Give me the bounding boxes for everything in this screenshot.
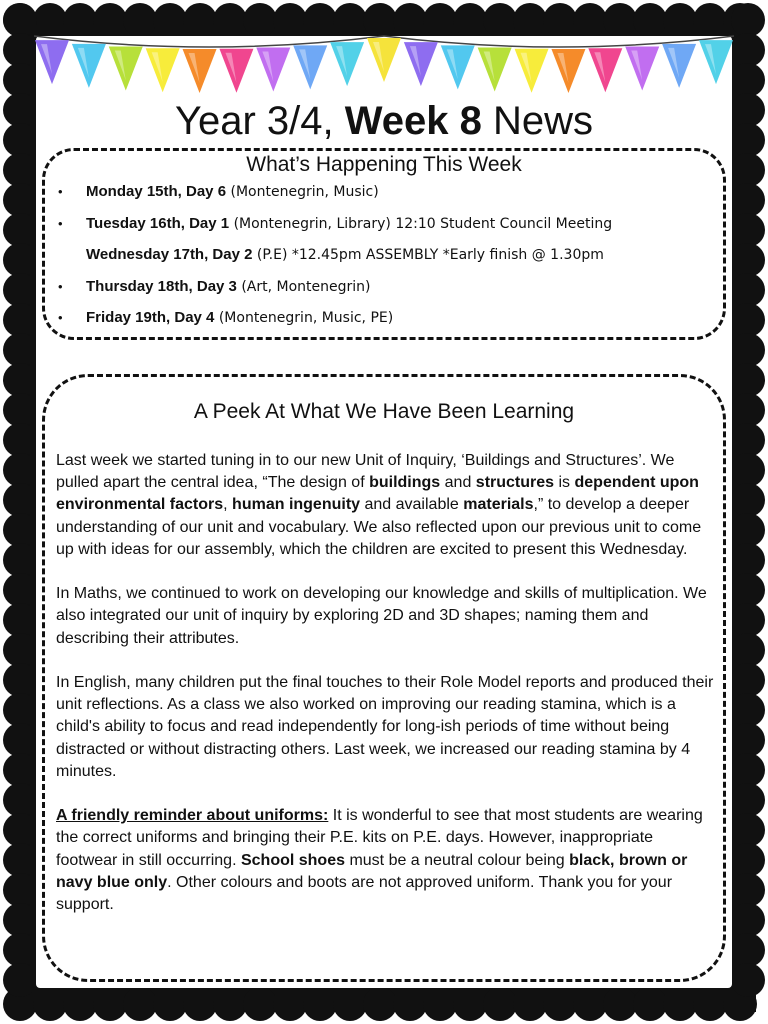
text-run: ,” to develop a deeper understanding of our unit and vocabulary. We also reflected upon our previous unit to come up with ideas for our assembly, which the children are excited to present this Wednesday. bbox=[56, 496, 702, 558]
bunting-flag bbox=[219, 49, 253, 93]
title-week: Week 8 bbox=[344, 99, 482, 143]
schedule-day: Wednesday 17th, Day 2 bbox=[86, 246, 253, 263]
bold-run: materials bbox=[463, 496, 534, 514]
text-run: . Other colours and boots are not approved uniform. Thank you for your support. bbox=[56, 873, 673, 914]
bold-run: structures bbox=[475, 474, 555, 492]
bunting-flag bbox=[256, 48, 290, 92]
text-run: is bbox=[554, 474, 575, 492]
schedule-day: Tuesday 16th, Day 1 bbox=[86, 214, 230, 232]
schedule-item bbox=[56, 212, 706, 244]
text-run: Last week we started tuning in to our new Unit of Inquiry, ‘Buildings and Structures’. We pulled apart the central idea, “The design of bbox=[56, 452, 675, 492]
bunting-flag bbox=[441, 45, 475, 89]
bunting-flag bbox=[662, 44, 696, 88]
bunting-flag bbox=[35, 40, 69, 84]
bullet: • bbox=[58, 184, 63, 199]
paragraph-inquiry bbox=[56, 450, 716, 561]
bunting-flag bbox=[183, 49, 217, 93]
text-run: must be a neutral colour being bbox=[345, 851, 570, 869]
paragraph-uniforms bbox=[56, 805, 716, 916]
bunting-flag bbox=[515, 49, 549, 93]
bunting-flag bbox=[367, 38, 401, 82]
bullet: • bbox=[58, 310, 63, 325]
schedule-list bbox=[56, 180, 706, 338]
schedule-day: Thursday 18th, Day 3 bbox=[86, 277, 237, 295]
bunting-flag bbox=[293, 45, 327, 89]
schedule-details: (Montenegrin, Library) 12:10 Student Council Meeting bbox=[229, 215, 613, 232]
learning-body bbox=[56, 450, 716, 938]
learning-heading: A Peek At What We Have Been Learning bbox=[193, 400, 575, 423]
paragraph-maths: In Maths, we continued to work on developing our knowledge and skills of multiplication. We also integrated our unit of inquiry by exploring 2D and 3D shapes; naming them and describing their attributes. bbox=[56, 585, 707, 647]
schedule-details: (Montenegrin, Music) bbox=[226, 184, 379, 200]
schedule-item bbox=[56, 306, 706, 338]
reminder-heading: A friendly reminder about uniforms: bbox=[56, 807, 329, 825]
text-run: , bbox=[223, 496, 233, 514]
text-run: It is wonderful to see that most students are wearing the correct uniforms and bringing their P.E. kits on P.E. days. However, inappropriate footwear in still occurring. bbox=[56, 807, 703, 869]
schedule-item bbox=[56, 243, 706, 275]
text-run: and available bbox=[360, 496, 464, 514]
bullet: • bbox=[58, 215, 63, 231]
schedule-item bbox=[56, 180, 706, 212]
schedule-heading: What’s Happening This Week bbox=[246, 153, 522, 176]
bunting-flag bbox=[699, 40, 733, 84]
schedule-details: (Montenegrin, Music, PE) bbox=[214, 310, 394, 326]
bunting-flag bbox=[551, 49, 585, 93]
schedule-day: Monday 15th, Day 6 bbox=[86, 183, 227, 200]
text-run: and bbox=[440, 474, 476, 492]
schedule-item bbox=[56, 275, 706, 307]
schedule-details: (Art, Montenegrin) bbox=[236, 278, 371, 295]
bold-run: black, brown or navy blue only bbox=[56, 851, 688, 891]
bold-run: School shoes bbox=[240, 851, 345, 869]
newsletter-title bbox=[0, 96, 768, 146]
bunting-flag bbox=[404, 42, 438, 86]
bullet: • bbox=[58, 278, 63, 294]
title-prefix: Year 3/4, bbox=[174, 99, 345, 143]
bold-run: buildings bbox=[369, 474, 441, 492]
bunting-flag bbox=[109, 47, 143, 91]
schedule-day: Friday 19th, Day 4 bbox=[86, 309, 215, 326]
schedule-details: (P.E) *12.45pm ASSEMBLY *Early finish @ 1.30pm bbox=[252, 247, 604, 263]
paragraph-english: In English, many children put the final touches to their Role Model reports and produced their unit reflections. As a class we also worked on improving our reading stamina, which is a child's ability to focus and read independently for long-ish periods of time without being distracted or without distracting others. Last week, we increased our reading stamina by 4 minutes. bbox=[56, 674, 714, 780]
bold-run: dependent upon environmental factors bbox=[56, 474, 699, 514]
title-suffix: News bbox=[481, 99, 594, 143]
bunting-flag bbox=[625, 47, 659, 91]
bunting-flag bbox=[588, 48, 622, 92]
bunting-flag bbox=[330, 42, 364, 86]
bold-run: human ingenuity bbox=[232, 496, 361, 514]
bunting-flag bbox=[72, 44, 106, 88]
bunting-flag bbox=[478, 48, 512, 92]
bunting-flag bbox=[146, 48, 180, 92]
